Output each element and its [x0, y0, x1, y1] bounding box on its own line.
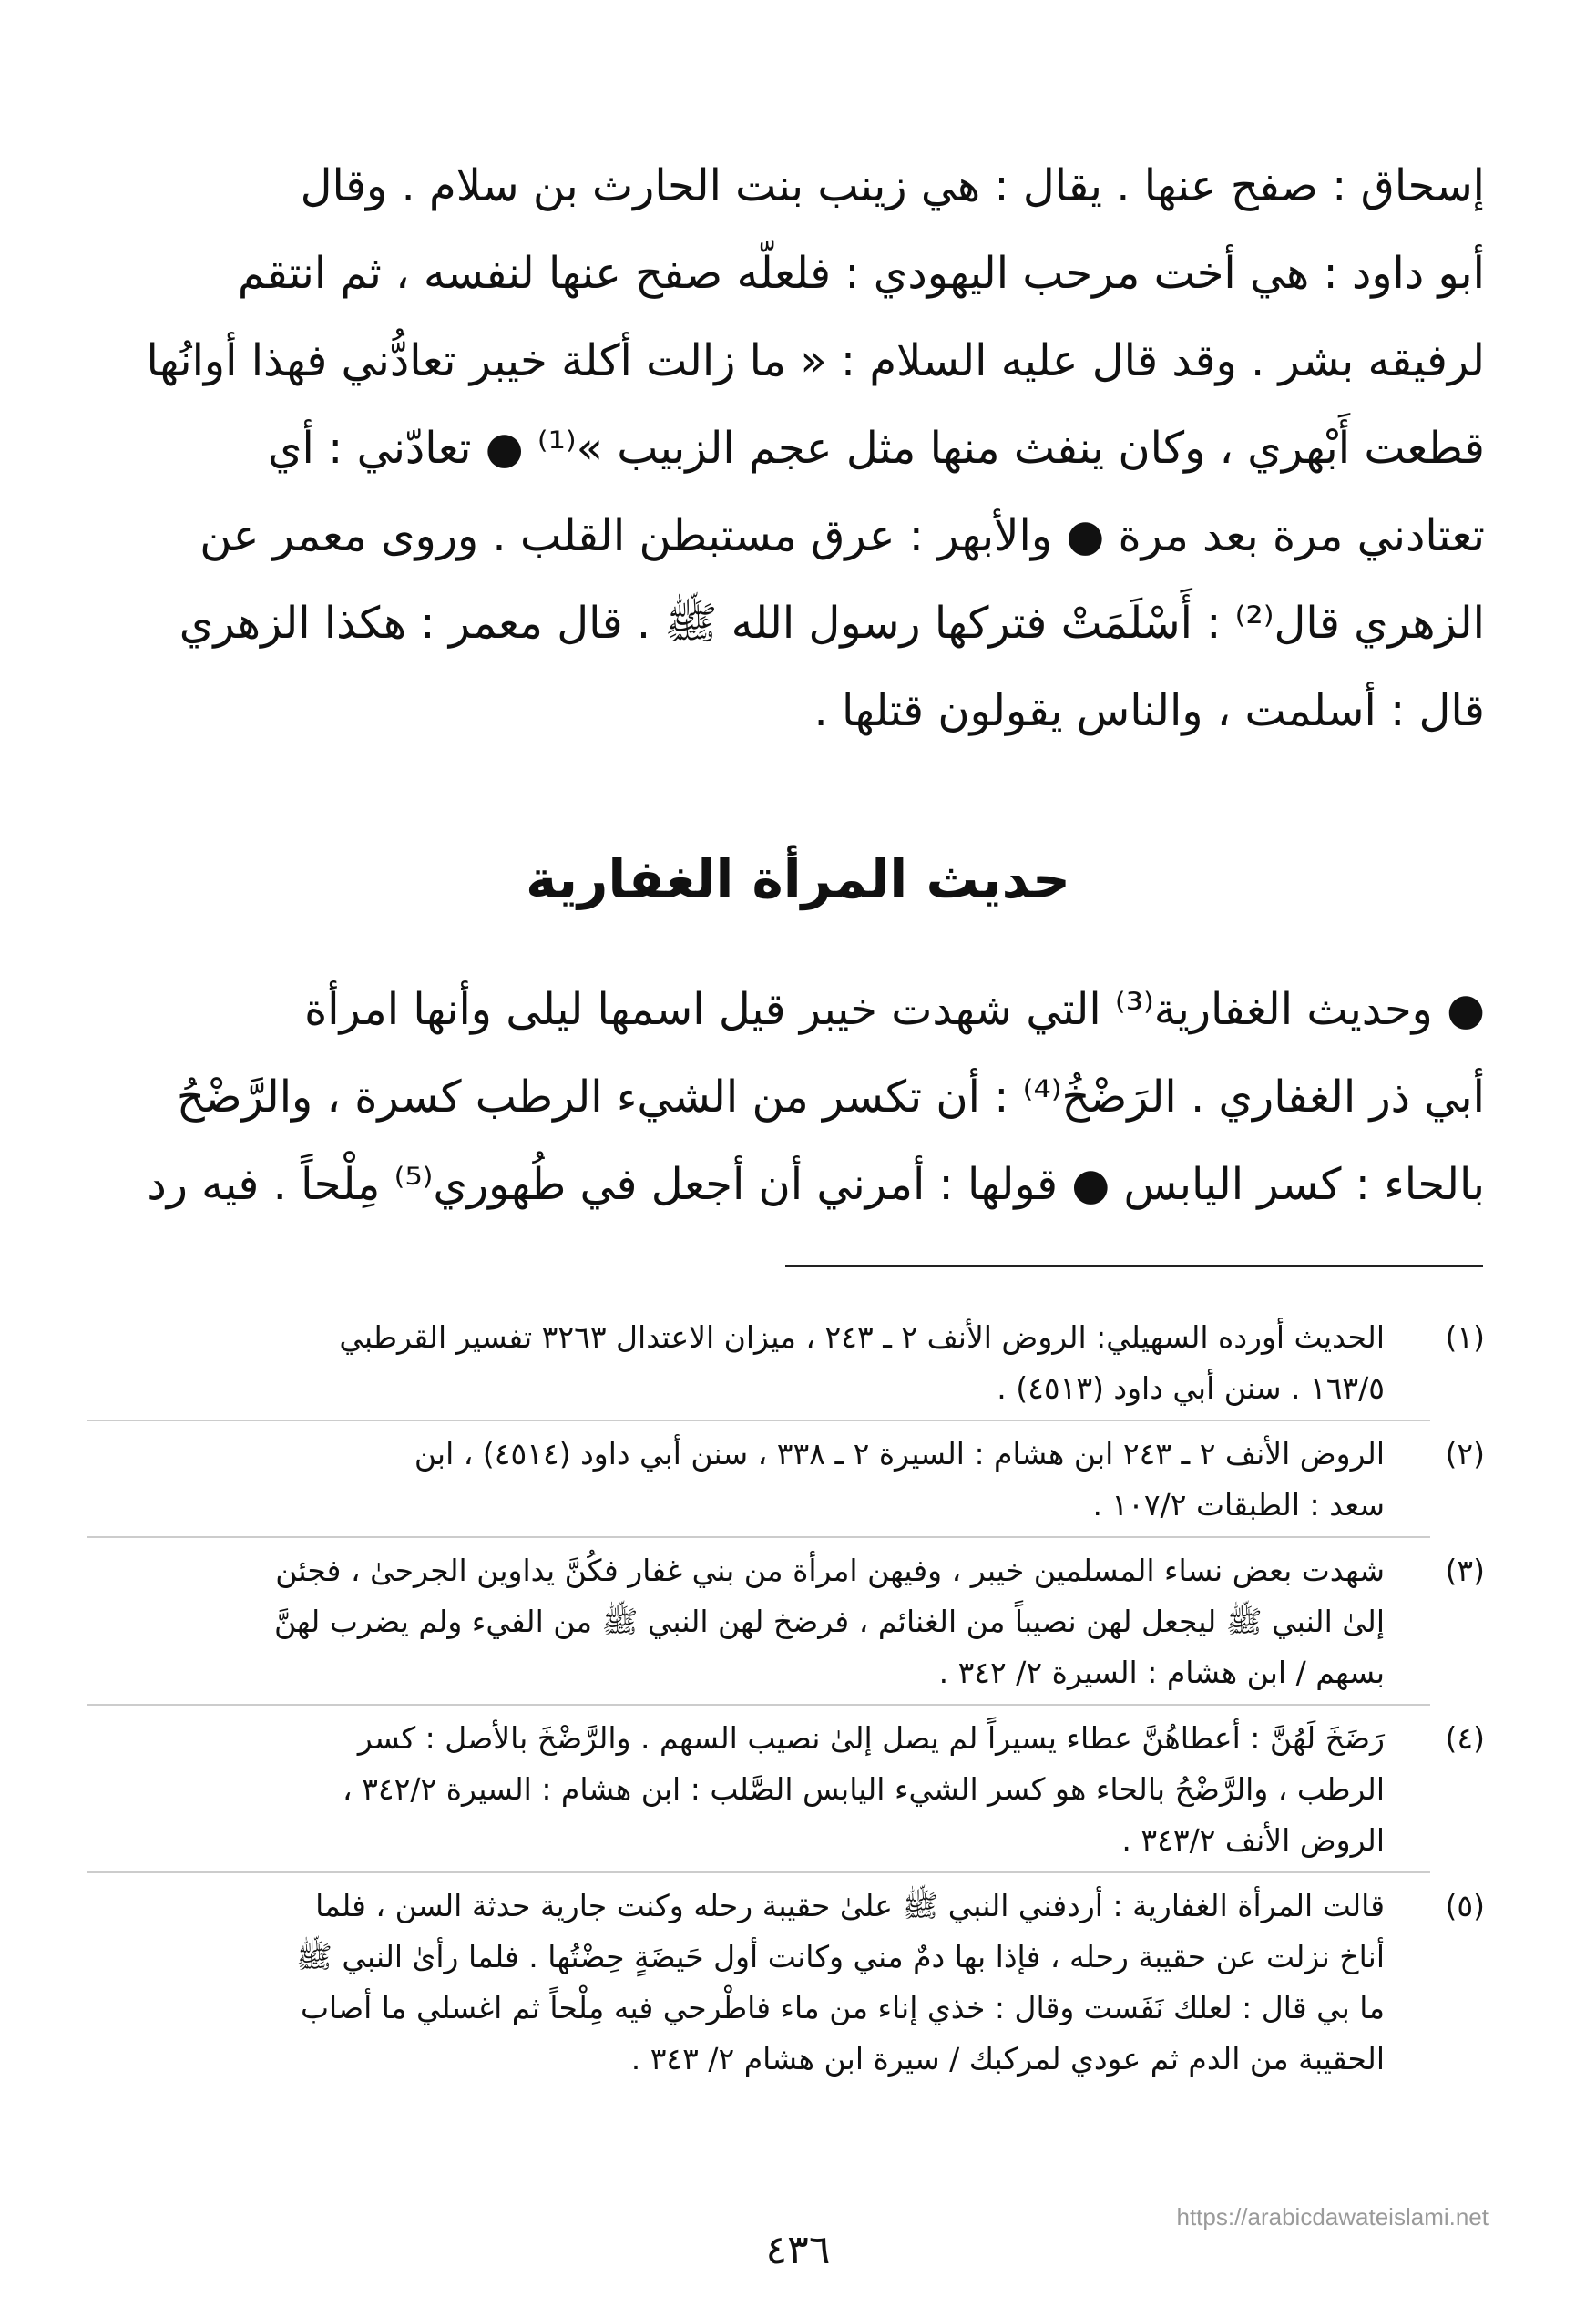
footnote-separator	[87, 1704, 1430, 1706]
footnote-line: الحديث أورده السهيلي: الروض الأنف ٢ ـ ٢٤٣ ، ميزان الاعتدال ٣٢٦٣ تفسير القرطبي	[339, 1319, 1385, 1355]
footnote-line: بسهم / ابن هشام : السيرة ٢/ ٣٤٢ .	[938, 1655, 1385, 1690]
footnote-line: شهدت بعض نساء المسلمين خيبر ، وفيهن امرأة من بني غفار فكُنَّ يداوين الجرحىٰ ، فجئن	[275, 1553, 1385, 1588]
footnote-line: الروض الأنف ٣٤٣/٢ .	[1121, 1822, 1385, 1858]
footnote-2	[87, 1429, 1485, 1531]
paragraph-line: أبو داود : هي أخت مرحب اليهودي : فلعلّه صفح عنها لنفسه ، ثم انتقم	[237, 248, 1485, 299]
footnote-line: قالت المرأة الغفارية : أردفني النبي ﷺ علىٰ حقيبة رحله وكنت جارية حدثة السن ، فلما	[315, 1888, 1385, 1923]
footnote-number: (٤)	[1445, 1720, 1485, 1756]
paragraph-line: إسحاق : صفح عنها . يقال : هي زينب بنت الحارث بن سلام . وقال	[300, 160, 1485, 211]
footnote-line: أناخ نزلت عن حقيبة رحله ، فإذا بها دمٌ مني وكانت أول حَيضَةٍ حِضْتُها . فلما رأىٰ النبي ﷺ	[296, 1939, 1385, 1974]
footnote-separator	[87, 1871, 1430, 1873]
page-number: ٤٣٦	[765, 2227, 831, 2273]
paragraph-line: قال : أسلمت ، والناس يقولون قتلها .	[813, 685, 1485, 736]
paragraph-top	[91, 142, 1485, 754]
footnote-line: إلىٰ النبي ﷺ ليجعل لهن نصيباً من الغنائم ، فرضخ لهن النبي ﷺ من الفيء ولم يضرب لهنَّ	[273, 1604, 1385, 1639]
footnote-line: الحقيبة من الدم ثم عودي لمركبك / سيرة ابن هشام ٢/ ٣٤٣ .	[630, 2041, 1385, 2077]
paragraph-line: ● وحديث الغفارية⁽³⁾ التي شهدت خيبر قيل اسمها ليلى وأنها امرأة	[304, 984, 1485, 1035]
footnote-number: (٣)	[1445, 1553, 1485, 1588]
footnote-5	[87, 1881, 1485, 2085]
footnote-line: الرطب ، والرَّضْحُ بالحاء هو كسر الشيء اليابس الصَّلب : ابن هشام : السيرة ٣٤٢/٢ ،	[343, 1771, 1385, 1807]
footnote-4	[87, 1713, 1485, 1866]
watermark-url: https://arabicdawateislami.net	[1176, 2203, 1489, 2230]
paragraph-line: أبي ذر الغفاري . الرَضْخُ⁽⁴⁾ : أن تكسر من الشيء الرطب كسرة ، والرَّضْحُ	[176, 1072, 1485, 1123]
footnote-line: ١٦٣/٥ . سنن أبي داود (٤٥١٣) .	[997, 1370, 1385, 1406]
paragraph-line: قطعت أَبْهري ، وكان ينفث منها مثل عجم الزبيب »⁽¹⁾ ● تعادّني : أي	[267, 423, 1485, 474]
paragraph-section	[91, 966, 1485, 1228]
paragraph-line: بالحاء : كسر اليابس ● قولها : أمرني أن أجعل في طُهوري⁽⁵⁾ مِلْحاً . فيه رد	[147, 1159, 1485, 1210]
footnote-number: (٥)	[1445, 1888, 1485, 1923]
paragraph-line: لرفيقه بشر . وقد قال عليه السلام : « ما زالت أكلة خيبر تعادُّني فهذا أوانُها	[146, 335, 1485, 386]
footnotes	[87, 1312, 1485, 2088]
footnote-line: ما بي قال : لعلك نَفَست وقال : خذي إناء من ماء فاطْرحي فيه مِلْحاً ثم اغسلي ما أصاب	[300, 1990, 1385, 2025]
footnote-line: رَضَخَ لَهُنَّ : أعطاهُنَّ عطاء يسيراً لم يصل إلىٰ نصيب السهم . والرَّضْخَ بالأصل : كسر	[357, 1720, 1385, 1756]
section-heading: حديث المرأة الغفارية	[526, 848, 1070, 910]
paragraph-line: تعتادني مرة بعد مرة ● والأبهر : عرق مستبطن القلب . وروى معمر عن	[200, 510, 1485, 561]
footnote-number: (٢)	[1445, 1436, 1485, 1472]
footnote-separator	[87, 1420, 1430, 1421]
footnote-divider	[785, 1265, 1483, 1267]
footnote-1	[87, 1312, 1485, 1414]
footnote-line: الروض الأنف ٢ ـ ٢٤٣ ابن هشام : السيرة ٢ ـ ٣٣٨ ، سنن أبي داود (٤٥١٤) ، ابن	[414, 1436, 1385, 1472]
footnote-3	[87, 1545, 1485, 1698]
footnote-line: سعد : الطبقات ١٠٧/٢ .	[1092, 1487, 1385, 1523]
paragraph-line: الزهري قال⁽²⁾ : أَسْلَمَتْ فتركها رسول الله ﷺ . قال معمر : هكذا الزهري	[179, 598, 1485, 649]
footnote-separator	[87, 1536, 1430, 1538]
footnote-number: (١)	[1445, 1319, 1485, 1355]
